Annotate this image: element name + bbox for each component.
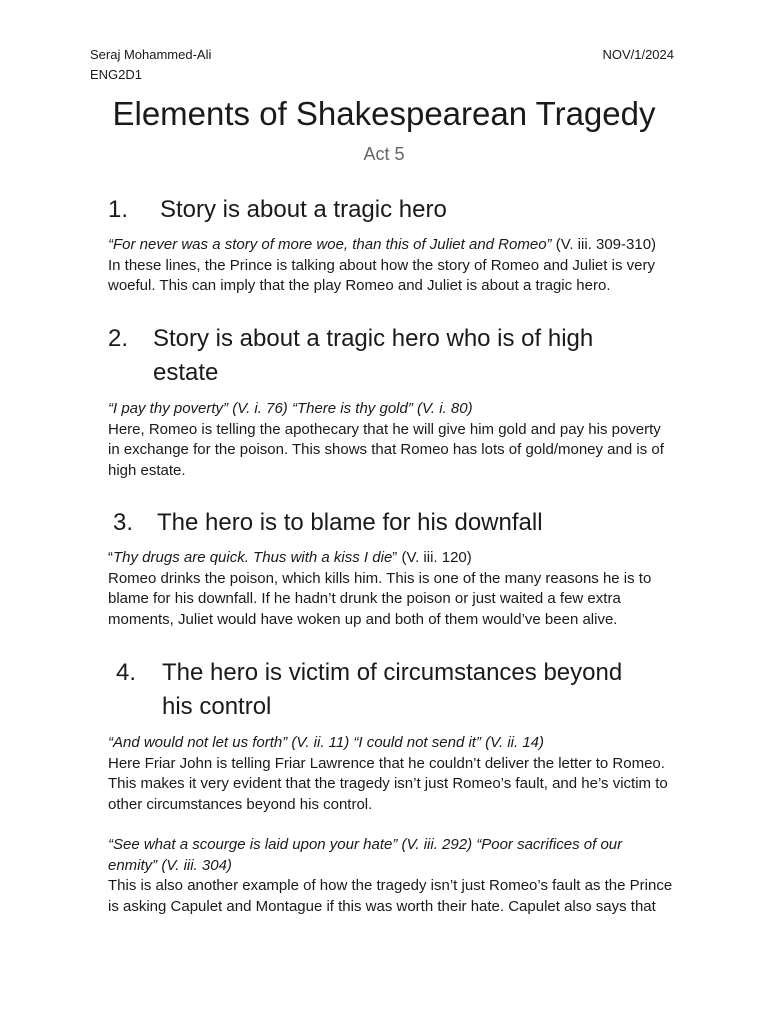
section-number: 1. (108, 196, 129, 223)
body-line: This makes it very evident that the tragedy isn’t just Romeo’s fault, and he’s victim to (108, 775, 668, 792)
section-heading (0, 506, 768, 540)
quote-line: “I pay thy poverty” (V. i. 76) “There is thy gold” (V. i. 80) (108, 400, 473, 417)
quote-line (108, 235, 688, 256)
section-heading-text: Story is about a tragic hero (160, 196, 447, 223)
course-code: ENG2D1 (90, 67, 143, 82)
citation: ” (V. iii. 120) (392, 549, 472, 566)
section-heading-continuation: his control (162, 693, 272, 720)
page-subtitle: Act 5 (363, 144, 405, 164)
section-number: 2. (108, 325, 129, 352)
body-line: In these lines, the Prince is talking about how the story of Romeo and Juliet is very (108, 256, 655, 274)
section-heading (0, 193, 768, 227)
quote-line (108, 548, 688, 569)
section-heading-text: The hero is victim of circumstances beyond (162, 659, 623, 686)
body-line: Here Friar John is telling Friar Lawrence that he couldn’t deliver the letter to Romeo. (108, 754, 665, 772)
section-body (108, 548, 688, 630)
section-body (108, 733, 688, 815)
section-body (108, 399, 688, 481)
body-line: is asking Capulet and Montague if this was worth their hate. Capulet also says that (108, 897, 656, 915)
body-line: moments, Juliet would have woken up and both of them would’ve been alive. (108, 610, 618, 628)
body-line: Romeo drinks the poison, which kills him. This is one of the many reasons he is to (108, 569, 652, 587)
citation: (V. iii. 309-310) (551, 236, 657, 253)
body-line: This is also another example of how the tragedy isn’t just Romeo’s fault as the Prince (108, 877, 673, 894)
body-line: in exchange for the poison. This shows that Romeo has lots of gold/money and is of (108, 441, 664, 458)
body-line: blame for his downfall. If he hadn’t drunk the poison or just waited a few extra (108, 590, 621, 607)
page-title: Elements of Shakespearean Tragedy (112, 95, 656, 132)
section-heading (0, 322, 768, 356)
quote-line: “And would not let us forth” (V. ii. 11) “I could not send it” (V. ii. 14) (108, 734, 545, 751)
body-line: woeful. This can imply that the play Romeo and Juliet is about a tragic hero. (108, 277, 611, 294)
section-heading (0, 656, 768, 690)
quote: Thy drugs are quick. Thus with a kiss I die (113, 549, 393, 566)
section-heading-text: Story is about a tragic hero who is of high (153, 325, 594, 352)
quote-line: “See what a scourge is laid upon your hate” (V. iii. 292) “Poor sacrifices of our (108, 836, 623, 853)
quote-open-mark: “ (108, 549, 113, 566)
author-name: Seraj Mohammed-Ali (90, 47, 212, 62)
quote-line: enmity” (V. iii. 304) (108, 856, 232, 874)
section-body (108, 235, 688, 297)
body-line: Here, Romeo is telling the apothecary that he will give him gold and pay his poverty (108, 420, 661, 438)
body-line: high estate. (108, 461, 186, 479)
section-number: 3. (113, 509, 134, 536)
body-line: other circumstances beyond his control. (108, 795, 373, 813)
section-number: 4. (116, 659, 137, 686)
section-body-second-quote (108, 835, 688, 917)
section-heading-continuation: estate (153, 359, 219, 386)
quote: “For never was a story of more woe, than this of Juliet and Romeo” (108, 236, 552, 253)
section-heading-text: The hero is to blame for his downfall (157, 509, 543, 536)
document-date: NOV/1/2024 (602, 47, 674, 62)
